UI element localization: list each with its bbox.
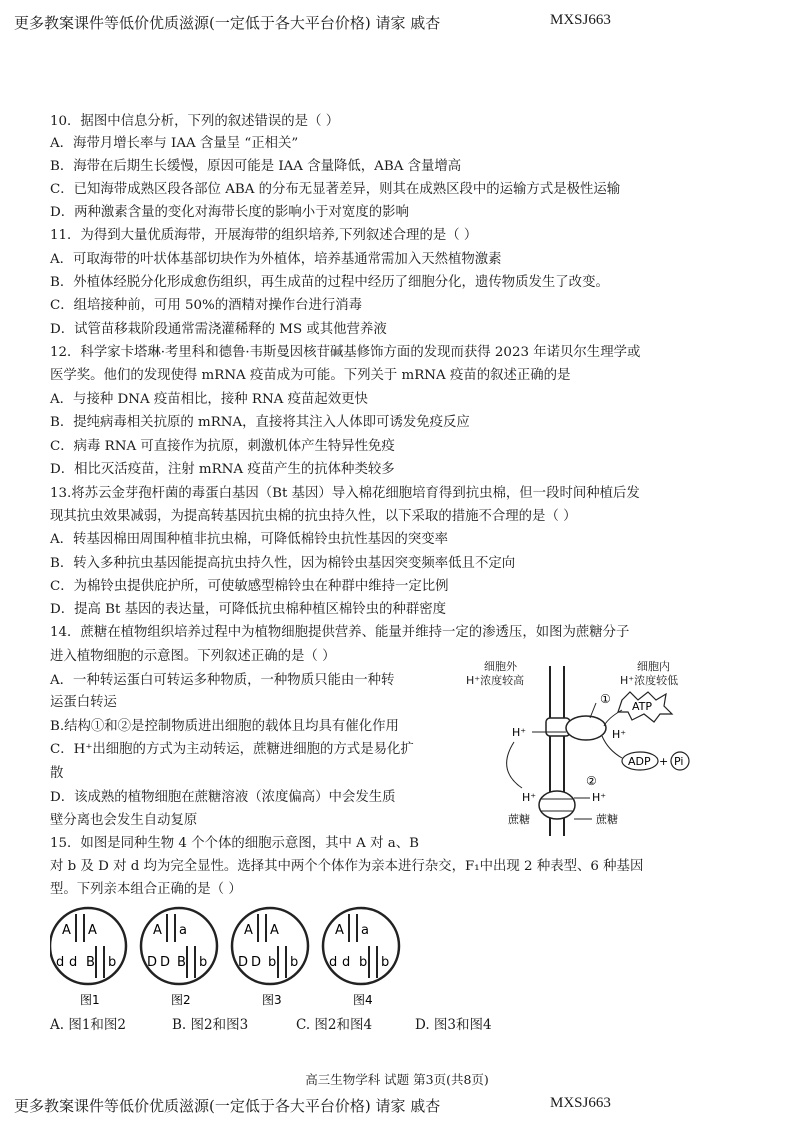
- allele-label: b: [108, 955, 117, 970]
- marker-1: ①: [600, 692, 611, 706]
- text-line: D．试管苗移栽阶段通常需浇灌稀释的 MS 或其他营养液: [50, 322, 387, 337]
- atp-label: ATP: [632, 700, 653, 713]
- cell-outline: [50, 908, 126, 984]
- header-code: MXSJ663: [550, 12, 611, 28]
- answer-option: C. 图2和图4: [296, 1017, 373, 1033]
- header-text: 更多教案课件等低价优质滋源(一定低于各大平台价格) 请家 戚杏: [14, 14, 441, 32]
- cell-caption: 图4: [353, 993, 373, 1007]
- text-line: B．海带在后期生长缓慢，原因可能是 IAA 含量降低，ABA 含量增高: [50, 159, 462, 174]
- allele-label: a: [361, 923, 369, 938]
- text-line: C．病毒 RNA 可直接作为抗原，刺激机体产生特异性免疫: [50, 439, 395, 454]
- cell-diagram: [50, 908, 126, 1007]
- allele-label: A: [62, 923, 71, 938]
- allele-label: d: [329, 955, 338, 970]
- text-line: A．一种转运蛋白可转运多种物质，一种物质只能由一种转: [50, 673, 395, 688]
- h-out-2: H⁺: [522, 791, 537, 804]
- pump-2: [539, 791, 575, 819]
- svg-text:+: +: [659, 755, 669, 768]
- footer-text: 更多教案课件等低价优质滋源(一定低于各大平台价格) 请家 戚杏: [14, 1097, 441, 1115]
- cell-diagram: [232, 908, 308, 1007]
- answer-option: B. 图2和图3: [172, 1017, 249, 1033]
- text-line: 进入植物细胞的示意图。下列叙述正确的是（ ）: [50, 649, 336, 664]
- outside-conc: H⁺浓度较高: [466, 674, 525, 687]
- allele-label: b: [359, 955, 368, 970]
- marker-1-leader: [590, 703, 596, 718]
- sucrose-out: 蔗糖: [508, 813, 530, 826]
- allele-label: A: [270, 923, 279, 938]
- cell-diagram: [141, 908, 217, 1007]
- text-line: 型。下列亲本组合正确的是（ ）: [50, 882, 242, 897]
- cell-outline: [323, 908, 399, 984]
- text-line: 对 b 及 D 对 d 均为完全显性。选择其中两个个体作为亲本进行杂交，F₁中出现 2 种表型、6 种基因: [50, 859, 644, 874]
- q15-cell-diagrams: [50, 900, 410, 1010]
- allele-label: d: [56, 955, 65, 970]
- text-line: 散: [50, 766, 64, 781]
- text-line: B．转入多种抗虫基因能提高抗虫持久性，因为棉铃虫基因突变频率低且不定向: [50, 556, 516, 571]
- pi-label: Pi: [674, 755, 684, 768]
- page-number: 高三生物学科 试题 第3页(共8页): [305, 1072, 489, 1087]
- text-line: 14．蔗糖在植物组织培养过程中为植物细胞提供营养、能量并维持一定的渗透压，如图为蔗糖分子: [50, 625, 630, 640]
- text-line: D．相比灭活疫苗，注射 mRNA 疫苗产生的抗体种类较多: [50, 462, 395, 477]
- footer-code: MXSJ663: [550, 1095, 611, 1111]
- h-return-arrow: [507, 742, 522, 788]
- cell-diagram: [323, 908, 399, 1007]
- adp-label: ADP: [628, 755, 651, 768]
- text-line: 13.将苏云金芽孢杆菌的毒蛋白基因（Bt 基因）导入棉花细胞培育得到抗虫棉，但一段时间种植后发: [50, 486, 640, 501]
- pump-1-head: [566, 716, 606, 740]
- allele-label: b: [290, 955, 299, 970]
- allele-label: d: [69, 955, 78, 970]
- text-line: C．已知海带成熟区段各部位 ABA 的分布无显著差异，则其在成熟区段中的运输方式是极性运输: [50, 182, 621, 197]
- allele-label: B: [177, 955, 186, 970]
- text-line: B.结构①和②是控制物质进出细胞的载体且均具有催化作用: [50, 719, 399, 734]
- cell-caption: 图2: [171, 993, 191, 1007]
- marker-2: ②: [586, 774, 597, 788]
- allele-label: D: [251, 955, 262, 970]
- text-line: 15．如图是同种生物 4 个个体的细胞示意图，其中 A 对 a、B: [50, 836, 419, 851]
- allele-label: A: [153, 923, 162, 938]
- allele-label: b: [268, 955, 277, 970]
- allele-label: A: [244, 923, 253, 938]
- cell-outline: [141, 908, 217, 984]
- h-in-1: H⁺: [612, 728, 627, 741]
- text-line: 医学奖。他们的发现使得 mRNA 疫苗成为可能。下列关于 mRNA 疫苗的叙述正确的是: [50, 368, 571, 383]
- text-line: 12．科学家卡塔琳·考里科和德鲁·韦斯曼因核苷碱基修饰方面的发现而获得 2023 年诺贝尔生理学或: [50, 345, 641, 360]
- page-header: [14, 12, 611, 33]
- sucrose-in: 蔗糖: [596, 813, 618, 826]
- allele-label: D: [160, 955, 171, 970]
- allele-label: b: [199, 955, 208, 970]
- outside-label: 细胞外: [484, 660, 517, 673]
- allele-label: B: [86, 955, 95, 970]
- allele-label: A: [335, 923, 344, 938]
- h-out-1: H⁺: [512, 726, 527, 739]
- text-line: A．与接种 DNA 疫苗相比，接种 RNA 疫苗起效更快: [50, 392, 368, 407]
- text-line: D．提高 Bt 基因的表达量，可降低抗虫棉种植区棉铃虫的种群密度: [50, 602, 447, 617]
- allele-label: D: [147, 955, 158, 970]
- answer-option: D. 图3和图4: [415, 1017, 492, 1033]
- allele-label: b: [381, 955, 390, 970]
- text-line: C．为棉铃虫提供庇护所，可使敏感型棉铃虫在种群中维持一定比例: [50, 579, 449, 594]
- cell-outline: [232, 908, 308, 984]
- text-line: D．两种激素含量的变化对海带长度的影响小于对宽度的影响: [50, 205, 409, 220]
- sucrose-transport-figure: [462, 658, 712, 836]
- page-footer: [14, 1095, 611, 1116]
- allele-label: d: [342, 955, 351, 970]
- text-line: 10．据图中信息分析，下列的叙述错误的是（ ）: [50, 114, 340, 129]
- cell-caption: 图3: [262, 993, 282, 1007]
- text-line: D．该成熟的植物细胞在蔗糖溶液（浓度偏高）中会发生质: [50, 790, 396, 805]
- text-line: B．提纯病毒相关抗原的 mRNA，直接将其注入人体即可诱发免疫反应: [50, 415, 470, 430]
- allele-label: D: [238, 955, 249, 970]
- allele-label: A: [88, 923, 97, 938]
- text-line: C．H⁺出细胞的方式为主动转运，蔗糖进细胞的方式是易化扩: [50, 742, 414, 757]
- text-line: C．组培接种前，可用 50%的酒精对操作台进行消毒: [50, 298, 363, 313]
- h-in-2: H⁺: [592, 791, 607, 804]
- text-line: A．可取海带的叶状体基部切块作为外植体，培养基通常需加入天然植物激素: [50, 252, 502, 267]
- text-line: A．转基因棉田周围种植非抗虫棉，可降低棉铃虫抗性基因的突变率: [50, 532, 448, 547]
- text-line: 运蛋白转运: [50, 695, 117, 710]
- text-line: B．外植体经脱分化形成愈伤组织，再生成苗的过程中经历了细胞分化，遗传物质发生了改变。: [50, 275, 609, 290]
- text-line: 11．为得到大量优质海带，开展海带的组织培养,下列叙述合理的是（ ）: [50, 228, 478, 243]
- cell-caption: 图1: [80, 993, 100, 1007]
- text-line: 现其抗虫效果减弱，为提高转基因抗虫棉的抗虫持久性，以下采取的措施不合理的是（ ）: [50, 509, 577, 524]
- inside-conc: H⁺浓度较低: [620, 674, 679, 687]
- text-line: 壁分离也会发生自动复原: [50, 813, 198, 828]
- text-line: A．海带月增长率与 IAA 含量呈 “正相关”: [50, 136, 299, 151]
- inside-label: 细胞内: [637, 660, 670, 673]
- allele-label: a: [179, 923, 187, 938]
- answer-option: A. 图1和图2: [50, 1017, 127, 1033]
